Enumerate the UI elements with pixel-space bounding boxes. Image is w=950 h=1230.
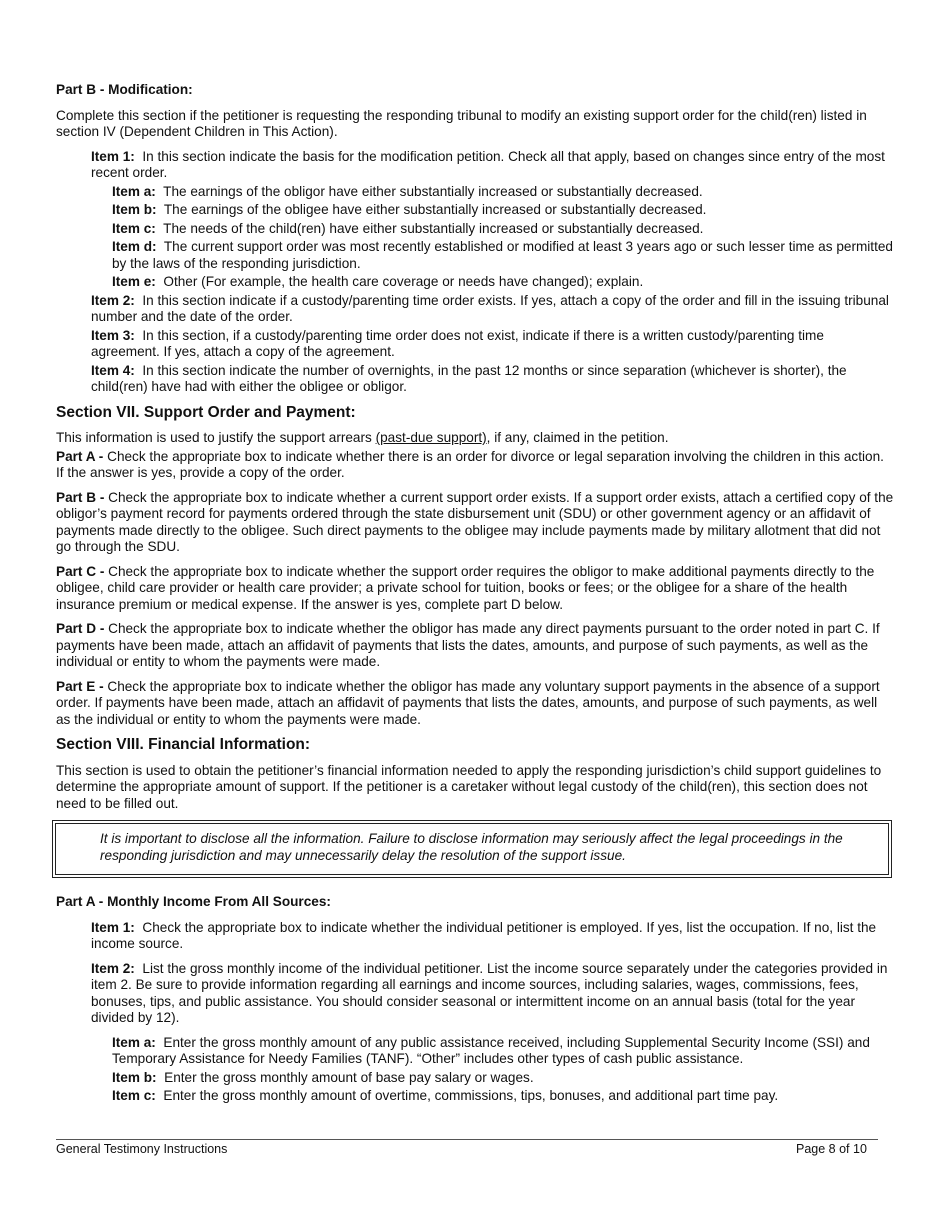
mod-item-2 [91,293,894,326]
part-label: Part D - [56,621,105,636]
income-item-2 [91,961,894,1027]
section-vii-part-e [56,679,894,729]
mod-item-1 [91,149,894,182]
part-label: Part A - [56,448,104,464]
item-label: Item a: [112,183,156,199]
part-b-intro: Complete this section if the petitioner is requesting the responding tribunal to modify an existing support order for the child(ren) listed in section IV (Dependent Children in This Action). [56,107,867,139]
part-text: Check the appropriate box to indicate whether the obligor has made any voluntary support payments in the absence of a support order. If payments have been made, attach an affidavit of payments that lists the dates, amounts, and purpose of such payments, as well as the individual or entity to whom the payments were made. [56,678,880,727]
item-label: Item 4: [91,362,135,378]
document-page [56,82,894,1107]
mod-subitem-d [112,239,894,272]
part-text: Check the appropriate box to indicate whether there is an order for divorce or legal separation involving the children in this action. If the answer is yes, provide a copy of the order. [56,448,884,480]
mod-subitem-a [112,184,894,201]
item-text: In this section indicate if a custody/parenting time order exists. If yes, attach a copy of the order and fill in the issuing tribunal number and the date of the order. [91,292,889,324]
part-label: Part B - [56,489,105,505]
section-viii-heading: Section VIII. Financial Information: [56,736,311,753]
mod-subitem-b [112,202,894,219]
item-label: Item d: [112,239,157,254]
item-label: Item 2: [91,292,135,308]
part-b-modification-heading: Part B - Modification: [56,82,193,97]
item-text: Enter the gross monthly amount of overtime, commissions, tips, bonuses, and additional part time pay. [163,1088,779,1103]
item-text: The earnings of the obligee have either substantially increased or substantially decreased. [163,202,707,217]
section-vii-part-c [56,564,894,614]
section-vii-part-b [56,490,894,556]
item-label: Item c: [112,1088,156,1103]
footer-divider [56,1139,878,1140]
item-text: Enter the gross monthly amount of base pay salary or wages. [164,1069,534,1085]
item-label: Item 1: [91,919,135,935]
mod-item-3 [91,328,894,361]
disclosure-notice-box [52,820,892,878]
income-item-1 [91,920,894,953]
income-subitem-a [112,1035,894,1068]
part-label: Part E - [56,678,104,694]
item-text: The earnings of the obligor have either substantially increased or substantially decreased. [163,183,703,199]
item-text: Other (For example, the health care coverage or needs have changed); explain. [163,274,644,289]
item-text: In this section indicate the number of overnights, in the past 12 months or since separation (whichever is shorter), the child(ren) have had with either the obligee or obligor. [91,362,847,394]
mod-subitem-e [112,274,894,291]
disclosure-notice-text: It is important to disclose all the information. Failure to disclose information may seriously affect the legal proceedings in the responding jurisdiction and may unnecessarily delay the resolution of the support issue. [100,831,843,863]
item-label: Item a: [112,1034,156,1050]
intro-text-end: , if any, claimed in the petition. [486,430,669,445]
section-viii-intro: This section is used to obtain the petitioner’s financial information needed to apply the responding jurisdiction’s child support guidelines to determine the appropriate amount of support. If the petitioner is a caretaker without legal custody of the child(ren), this section does not need to be filled out. [56,762,882,811]
item-label: Item e: [112,274,156,289]
part-label: Part C - [56,563,105,579]
item-text: In this section indicate the basis for the modification petition. Check all that apply, based on changes since entry of the most recent order. [91,148,885,180]
income-subitem-c [112,1088,894,1105]
income-subitem-b [112,1070,894,1087]
item-label: Item b: [112,202,157,217]
item-label: Item c: [112,220,156,236]
item-label: Item 3: [91,327,135,343]
footer-document-title: General Testimony Instructions [56,1142,228,1156]
item-text: List the gross monthly income of the individual petitioner. List the income source separately under the categories provided in item 2. Be sure to provide information regarding all earnings and income sources, including salaries, wages, commissions, fees, bonuses, tips, and public assistance. You should consider seasonal or intermittent income on an annual basis (total for the year divided by 12). [91,960,888,1025]
section-vii-part-a [56,449,894,482]
item-label: Item b: [112,1069,157,1085]
part-text: Check the appropriate box to indicate whether the support order requires the obligor to make additional payments directly to the obligee, child care provider or health care provider; a private school for tuition, books or fees; or the obligee for a share of the health insurance premium or medical expense. If the answer is yes, complete part D below. [56,563,875,612]
section-vii-heading: Section VII. Support Order and Payment: [56,403,356,421]
intro-underlined-term: (past-due support) [375,430,487,445]
item-text: The needs of the child(ren) have either substantially increased or substantially decreased. [163,220,704,236]
item-text: The current support order was most recently established or modified at least 3 years ago or such lesser time as permitted by the laws of the responding jurisdiction. [112,239,893,271]
item-label: Item 2: [91,960,135,976]
footer-page-number: Page 8 of 10 [796,1142,867,1156]
item-text: Enter the gross monthly amount of any public assistance received, including Supplemental Security Income (SSI) and Temporary Assistance for Needy Families (TANF). “Other” includes other types of cash public assistance. [112,1034,870,1066]
item-text: Check the appropriate box to indicate whether the individual petitioner is employed. If yes, list the occupation. If no, list the income source. [91,919,877,951]
section-vii-intro [56,430,894,447]
item-label: Item 1: [91,148,135,164]
intro-text: This information is used to justify the support arrears [56,430,376,445]
item-text: In this section, if a custody/parenting time order does not exist, indicate if there is a written custody/parenting time agreement. If yes, attach a copy of the agreement. [91,327,824,359]
mod-subitem-c [112,221,894,238]
part-text: Check the appropriate box to indicate whether a current support order exists. If a support order exists, attach a certified copy of the obligor’s payment record for payments ordered through the state disbursement unit (SDU) or other government agency or an affidavit of payments made directly to the obligee. Such direct payments to the obligee may include payments made by military allotment that did not go through the SDU. [56,489,894,554]
part-text: Check the appropriate box to indicate whether the obligor has made any direct payments pursuant to the order noted in part C. If payments have been made, attach an affidavit of payments that lists the dates, amounts, and purpose of such payments, as well as the individual or entity to whom the payments were made. [56,621,880,669]
mod-item-4 [91,363,894,396]
section-vii-part-d [56,621,894,671]
part-a-monthly-income-heading: Part A - Monthly Income From All Sources: [56,894,331,909]
